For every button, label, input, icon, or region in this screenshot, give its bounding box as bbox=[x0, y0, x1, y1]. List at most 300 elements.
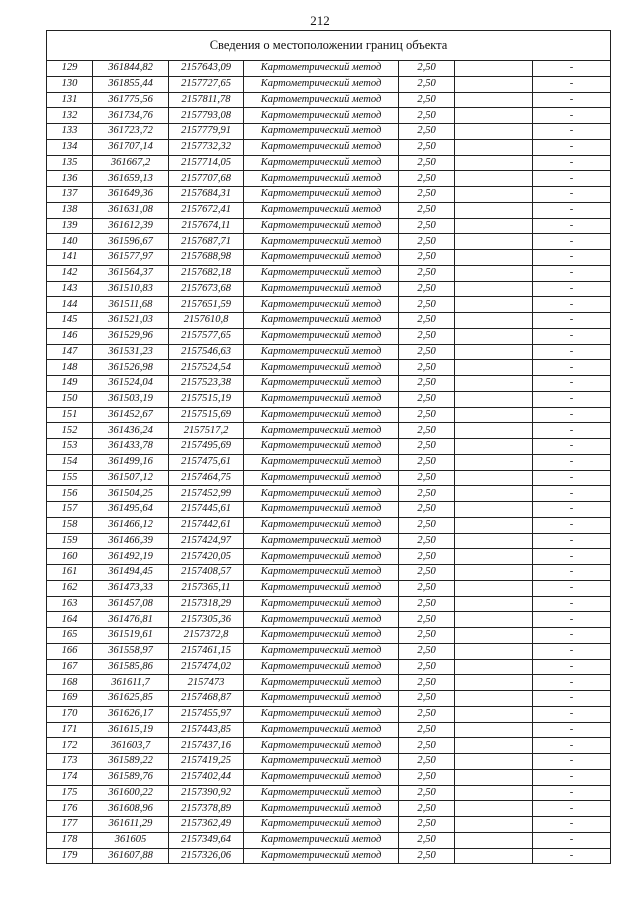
y-coordinate-cell: 2157464,75 bbox=[169, 470, 244, 486]
method-cell: Картометрический метод bbox=[244, 785, 399, 801]
method-cell: Картометрический метод bbox=[244, 628, 399, 644]
method-cell: Картометрический метод bbox=[244, 265, 399, 281]
y-coordinate-cell: 2157577,65 bbox=[169, 328, 244, 344]
table-row bbox=[47, 92, 611, 108]
point-number-cell: 131 bbox=[47, 92, 93, 108]
accuracy-cell: 2,50 bbox=[399, 502, 455, 518]
y-coordinate-cell: 2157326,06 bbox=[169, 848, 244, 864]
point-number-cell: 146 bbox=[47, 328, 93, 344]
y-coordinate-cell: 2157443,85 bbox=[169, 722, 244, 738]
note-cell: - bbox=[533, 281, 611, 297]
point-number-cell: 165 bbox=[47, 628, 93, 644]
x-coordinate-cell: 361564,37 bbox=[93, 265, 169, 281]
table-row bbox=[47, 738, 611, 754]
y-coordinate-cell: 2157420,05 bbox=[169, 549, 244, 565]
y-coordinate-cell: 2157643,09 bbox=[169, 61, 244, 77]
description-cell bbox=[455, 769, 533, 785]
table-row bbox=[47, 76, 611, 92]
method-cell: Картометрический метод bbox=[244, 344, 399, 360]
table-row bbox=[47, 328, 611, 344]
table-row bbox=[47, 297, 611, 313]
accuracy-cell: 2,50 bbox=[399, 596, 455, 612]
y-coordinate-cell: 2157452,99 bbox=[169, 486, 244, 502]
note-cell: - bbox=[533, 738, 611, 754]
note-cell: - bbox=[533, 706, 611, 722]
y-coordinate-cell: 2157651,59 bbox=[169, 297, 244, 313]
x-coordinate-cell: 361492,19 bbox=[93, 549, 169, 565]
x-coordinate-cell: 361494,45 bbox=[93, 565, 169, 581]
method-cell: Картометрический метод bbox=[244, 706, 399, 722]
note-cell: - bbox=[533, 502, 611, 518]
point-number-cell: 168 bbox=[47, 675, 93, 691]
x-coordinate-cell: 361473,33 bbox=[93, 580, 169, 596]
note-cell: - bbox=[533, 454, 611, 470]
note-cell: - bbox=[533, 344, 611, 360]
y-coordinate-cell: 2157475,61 bbox=[169, 454, 244, 470]
table-row bbox=[47, 817, 611, 833]
accuracy-cell: 2,50 bbox=[399, 155, 455, 171]
method-cell: Картометрический метод bbox=[244, 454, 399, 470]
x-coordinate-cell: 361707,14 bbox=[93, 139, 169, 155]
description-cell bbox=[455, 738, 533, 754]
method-cell: Картометрический метод bbox=[244, 76, 399, 92]
table-row bbox=[47, 549, 611, 565]
x-coordinate-cell: 361466,12 bbox=[93, 517, 169, 533]
y-coordinate-cell: 2157714,05 bbox=[169, 155, 244, 171]
note-cell: - bbox=[533, 612, 611, 628]
accuracy-cell: 2,50 bbox=[399, 769, 455, 785]
table-row bbox=[47, 659, 611, 675]
description-cell bbox=[455, 265, 533, 281]
y-coordinate-cell: 2157305,36 bbox=[169, 612, 244, 628]
point-number-cell: 140 bbox=[47, 234, 93, 250]
point-number-cell: 167 bbox=[47, 659, 93, 675]
x-coordinate-cell: 361723,72 bbox=[93, 124, 169, 140]
note-cell: - bbox=[533, 596, 611, 612]
point-number-cell: 141 bbox=[47, 250, 93, 266]
note-cell: - bbox=[533, 139, 611, 155]
description-cell bbox=[455, 533, 533, 549]
x-coordinate-cell: 361589,76 bbox=[93, 769, 169, 785]
description-cell bbox=[455, 187, 533, 203]
table-row bbox=[47, 407, 611, 423]
description-cell bbox=[455, 754, 533, 770]
note-cell: - bbox=[533, 61, 611, 77]
table-row bbox=[47, 502, 611, 518]
y-coordinate-cell: 2157515,69 bbox=[169, 407, 244, 423]
table-row bbox=[47, 769, 611, 785]
table-row bbox=[47, 832, 611, 848]
x-coordinate-cell: 361452,67 bbox=[93, 407, 169, 423]
x-coordinate-cell: 361510,83 bbox=[93, 281, 169, 297]
note-cell: - bbox=[533, 265, 611, 281]
note-cell: - bbox=[533, 234, 611, 250]
description-cell bbox=[455, 439, 533, 455]
accuracy-cell: 2,50 bbox=[399, 124, 455, 140]
accuracy-cell: 2,50 bbox=[399, 360, 455, 376]
point-number-cell: 148 bbox=[47, 360, 93, 376]
table-row bbox=[47, 454, 611, 470]
accuracy-cell: 2,50 bbox=[399, 171, 455, 187]
point-number-cell: 173 bbox=[47, 754, 93, 770]
point-number-cell: 176 bbox=[47, 801, 93, 817]
description-cell bbox=[455, 517, 533, 533]
method-cell: Картометрический метод bbox=[244, 801, 399, 817]
table-row bbox=[47, 470, 611, 486]
y-coordinate-cell: 2157727,65 bbox=[169, 76, 244, 92]
note-cell: - bbox=[533, 848, 611, 864]
accuracy-cell: 2,50 bbox=[399, 470, 455, 486]
accuracy-cell: 2,50 bbox=[399, 108, 455, 124]
x-coordinate-cell: 361526,98 bbox=[93, 360, 169, 376]
accuracy-cell: 2,50 bbox=[399, 376, 455, 392]
accuracy-cell: 2,50 bbox=[399, 754, 455, 770]
y-coordinate-cell: 2157442,61 bbox=[169, 517, 244, 533]
accuracy-cell: 2,50 bbox=[399, 675, 455, 691]
method-cell: Картометрический метод bbox=[244, 391, 399, 407]
table-row bbox=[47, 848, 611, 864]
description-cell bbox=[455, 423, 533, 439]
table-row bbox=[47, 596, 611, 612]
description-cell bbox=[455, 391, 533, 407]
x-coordinate-cell: 361649,36 bbox=[93, 187, 169, 203]
point-number-cell: 154 bbox=[47, 454, 93, 470]
note-cell: - bbox=[533, 92, 611, 108]
note-cell: - bbox=[533, 549, 611, 565]
note-cell: - bbox=[533, 202, 611, 218]
x-coordinate-cell: 361466,39 bbox=[93, 533, 169, 549]
description-cell bbox=[455, 706, 533, 722]
x-coordinate-cell: 361476,81 bbox=[93, 612, 169, 628]
point-number-cell: 153 bbox=[47, 439, 93, 455]
table-row bbox=[47, 565, 611, 581]
x-coordinate-cell: 361626,17 bbox=[93, 706, 169, 722]
accuracy-cell: 2,50 bbox=[399, 139, 455, 155]
x-coordinate-cell: 361589,22 bbox=[93, 754, 169, 770]
y-coordinate-cell: 2157524,54 bbox=[169, 360, 244, 376]
y-coordinate-cell: 2157474,02 bbox=[169, 659, 244, 675]
accuracy-cell: 2,50 bbox=[399, 439, 455, 455]
table-title: Сведения о местоположении границ объекта bbox=[47, 31, 611, 61]
y-coordinate-cell: 2157437,16 bbox=[169, 738, 244, 754]
table-row bbox=[47, 423, 611, 439]
table-row bbox=[47, 486, 611, 502]
description-cell bbox=[455, 407, 533, 423]
point-number-cell: 129 bbox=[47, 61, 93, 77]
note-cell: - bbox=[533, 76, 611, 92]
table-row bbox=[47, 139, 611, 155]
accuracy-cell: 2,50 bbox=[399, 313, 455, 329]
y-coordinate-cell: 2157468,87 bbox=[169, 691, 244, 707]
accuracy-cell: 2,50 bbox=[399, 801, 455, 817]
x-coordinate-cell: 361524,04 bbox=[93, 376, 169, 392]
description-cell bbox=[455, 76, 533, 92]
method-cell: Картометрический метод bbox=[244, 423, 399, 439]
y-coordinate-cell: 2157687,71 bbox=[169, 234, 244, 250]
table-row bbox=[47, 265, 611, 281]
point-number-cell: 169 bbox=[47, 691, 93, 707]
point-number-cell: 158 bbox=[47, 517, 93, 533]
x-coordinate-cell: 361603,7 bbox=[93, 738, 169, 754]
note-cell: - bbox=[533, 533, 611, 549]
note-cell: - bbox=[533, 328, 611, 344]
method-cell: Картометрический метод bbox=[244, 61, 399, 77]
page-number: 212 bbox=[310, 13, 330, 28]
description-cell bbox=[455, 549, 533, 565]
point-number-cell: 157 bbox=[47, 502, 93, 518]
x-coordinate-cell: 361605 bbox=[93, 832, 169, 848]
point-number-cell: 136 bbox=[47, 171, 93, 187]
table-row bbox=[47, 218, 611, 234]
x-coordinate-cell: 361625,85 bbox=[93, 691, 169, 707]
note-cell: - bbox=[533, 250, 611, 266]
method-cell: Картометрический метод bbox=[244, 580, 399, 596]
method-cell: Картометрический метод bbox=[244, 691, 399, 707]
note-cell: - bbox=[533, 628, 611, 644]
y-coordinate-cell: 2157362,49 bbox=[169, 817, 244, 833]
table-row bbox=[47, 202, 611, 218]
method-cell: Картометрический метод bbox=[244, 722, 399, 738]
accuracy-cell: 2,50 bbox=[399, 454, 455, 470]
accuracy-cell: 2,50 bbox=[399, 565, 455, 581]
note-cell: - bbox=[533, 155, 611, 171]
method-cell: Картометрический метод bbox=[244, 407, 399, 423]
table-row bbox=[47, 108, 611, 124]
x-coordinate-cell: 361585,86 bbox=[93, 659, 169, 675]
description-cell bbox=[455, 832, 533, 848]
point-number-cell: 156 bbox=[47, 486, 93, 502]
description-cell bbox=[455, 281, 533, 297]
description-cell bbox=[455, 848, 533, 864]
x-coordinate-cell: 361511,68 bbox=[93, 297, 169, 313]
method-cell: Картометрический метод bbox=[244, 313, 399, 329]
note-cell: - bbox=[533, 407, 611, 423]
accuracy-cell: 2,50 bbox=[399, 549, 455, 565]
description-cell bbox=[455, 801, 533, 817]
note-cell: - bbox=[533, 817, 611, 833]
y-coordinate-cell: 2157707,68 bbox=[169, 171, 244, 187]
accuracy-cell: 2,50 bbox=[399, 265, 455, 281]
method-cell: Картометрический метод bbox=[244, 565, 399, 581]
accuracy-cell: 2,50 bbox=[399, 281, 455, 297]
x-coordinate-cell: 361659,13 bbox=[93, 171, 169, 187]
table-row bbox=[47, 754, 611, 770]
accuracy-cell: 2,50 bbox=[399, 628, 455, 644]
description-cell bbox=[455, 202, 533, 218]
point-number-cell: 159 bbox=[47, 533, 93, 549]
point-number-cell: 145 bbox=[47, 313, 93, 329]
description-cell bbox=[455, 785, 533, 801]
point-number-cell: 160 bbox=[47, 549, 93, 565]
point-number-cell: 143 bbox=[47, 281, 93, 297]
point-number-cell: 150 bbox=[47, 391, 93, 407]
y-coordinate-cell: 2157811,78 bbox=[169, 92, 244, 108]
point-number-cell: 151 bbox=[47, 407, 93, 423]
accuracy-cell: 2,50 bbox=[399, 580, 455, 596]
x-coordinate-cell: 361611,7 bbox=[93, 675, 169, 691]
point-number-cell: 152 bbox=[47, 423, 93, 439]
method-cell: Картометрический метод bbox=[244, 328, 399, 344]
method-cell: Картометрический метод bbox=[244, 612, 399, 628]
method-cell: Картометрический метод bbox=[244, 769, 399, 785]
accuracy-cell: 2,50 bbox=[399, 407, 455, 423]
y-coordinate-cell: 2157372,8 bbox=[169, 628, 244, 644]
point-number-cell: 170 bbox=[47, 706, 93, 722]
table-row bbox=[47, 612, 611, 628]
y-coordinate-cell: 2157682,18 bbox=[169, 265, 244, 281]
accuracy-cell: 2,50 bbox=[399, 92, 455, 108]
y-coordinate-cell: 2157523,38 bbox=[169, 376, 244, 392]
y-coordinate-cell: 2157688,98 bbox=[169, 250, 244, 266]
point-number-cell: 137 bbox=[47, 187, 93, 203]
y-coordinate-cell: 2157402,44 bbox=[169, 769, 244, 785]
y-coordinate-cell: 2157732,32 bbox=[169, 139, 244, 155]
description-cell bbox=[455, 659, 533, 675]
point-number-cell: 134 bbox=[47, 139, 93, 155]
description-cell bbox=[455, 580, 533, 596]
method-cell: Картометрический метод bbox=[244, 108, 399, 124]
y-coordinate-cell: 2157517,2 bbox=[169, 423, 244, 439]
description-cell bbox=[455, 360, 533, 376]
description-cell bbox=[455, 344, 533, 360]
x-coordinate-cell: 361436,24 bbox=[93, 423, 169, 439]
description-cell bbox=[455, 108, 533, 124]
accuracy-cell: 2,50 bbox=[399, 612, 455, 628]
table-body bbox=[47, 31, 611, 864]
boundary-table bbox=[46, 30, 611, 864]
x-coordinate-cell: 361507,12 bbox=[93, 470, 169, 486]
description-cell bbox=[455, 61, 533, 77]
method-cell: Картометрический метод bbox=[244, 187, 399, 203]
note-cell: - bbox=[533, 108, 611, 124]
y-coordinate-cell: 2157779,91 bbox=[169, 124, 244, 140]
method-cell: Картометрический метод bbox=[244, 297, 399, 313]
point-number-cell: 144 bbox=[47, 297, 93, 313]
accuracy-cell: 2,50 bbox=[399, 706, 455, 722]
description-cell bbox=[455, 92, 533, 108]
accuracy-cell: 2,50 bbox=[399, 832, 455, 848]
method-cell: Картометрический метод bbox=[244, 376, 399, 392]
method-cell: Картометрический метод bbox=[244, 533, 399, 549]
y-coordinate-cell: 2157515,19 bbox=[169, 391, 244, 407]
description-cell bbox=[455, 612, 533, 628]
y-coordinate-cell: 2157455,97 bbox=[169, 706, 244, 722]
point-number-cell: 177 bbox=[47, 817, 93, 833]
y-coordinate-cell: 2157349,64 bbox=[169, 832, 244, 848]
description-cell bbox=[455, 565, 533, 581]
point-number-cell: 135 bbox=[47, 155, 93, 171]
description-cell bbox=[455, 297, 533, 313]
description-cell bbox=[455, 470, 533, 486]
note-cell: - bbox=[533, 423, 611, 439]
method-cell: Картометрический метод bbox=[244, 659, 399, 675]
note-cell: - bbox=[533, 801, 611, 817]
description-cell bbox=[455, 218, 533, 234]
note-cell: - bbox=[533, 517, 611, 533]
description-cell bbox=[455, 675, 533, 691]
accuracy-cell: 2,50 bbox=[399, 202, 455, 218]
method-cell: Картометрический метод bbox=[244, 171, 399, 187]
x-coordinate-cell: 361600,22 bbox=[93, 785, 169, 801]
table-row bbox=[47, 344, 611, 360]
note-cell: - bbox=[533, 218, 611, 234]
x-coordinate-cell: 361734,76 bbox=[93, 108, 169, 124]
description-cell bbox=[455, 817, 533, 833]
point-number-cell: 178 bbox=[47, 832, 93, 848]
table-row bbox=[47, 124, 611, 140]
method-cell: Картометрический метод bbox=[244, 139, 399, 155]
table-row bbox=[47, 281, 611, 297]
accuracy-cell: 2,50 bbox=[399, 328, 455, 344]
table-row bbox=[47, 801, 611, 817]
table-row bbox=[47, 171, 611, 187]
table-row bbox=[47, 628, 611, 644]
accuracy-cell: 2,50 bbox=[399, 234, 455, 250]
description-cell bbox=[455, 486, 533, 502]
point-number-cell: 174 bbox=[47, 769, 93, 785]
note-cell: - bbox=[533, 769, 611, 785]
table-row bbox=[47, 155, 611, 171]
description-cell bbox=[455, 155, 533, 171]
description-cell bbox=[455, 171, 533, 187]
table-row bbox=[47, 360, 611, 376]
accuracy-cell: 2,50 bbox=[399, 738, 455, 754]
note-cell: - bbox=[533, 439, 611, 455]
description-cell bbox=[455, 628, 533, 644]
x-coordinate-cell: 361611,29 bbox=[93, 817, 169, 833]
description-cell bbox=[455, 250, 533, 266]
method-cell: Картометрический метод bbox=[244, 92, 399, 108]
y-coordinate-cell: 2157674,11 bbox=[169, 218, 244, 234]
point-number-cell: 142 bbox=[47, 265, 93, 281]
point-number-cell: 147 bbox=[47, 344, 93, 360]
description-cell bbox=[455, 234, 533, 250]
method-cell: Картометрический метод bbox=[244, 360, 399, 376]
table-header-row bbox=[47, 31, 611, 61]
note-cell: - bbox=[533, 785, 611, 801]
note-cell: - bbox=[533, 832, 611, 848]
note-cell: - bbox=[533, 124, 611, 140]
table-row bbox=[47, 187, 611, 203]
y-coordinate-cell: 2157672,41 bbox=[169, 202, 244, 218]
x-coordinate-cell: 361504,25 bbox=[93, 486, 169, 502]
accuracy-cell: 2,50 bbox=[399, 486, 455, 502]
table-row bbox=[47, 533, 611, 549]
table-row bbox=[47, 313, 611, 329]
description-cell bbox=[455, 454, 533, 470]
accuracy-cell: 2,50 bbox=[399, 187, 455, 203]
description-cell bbox=[455, 376, 533, 392]
y-coordinate-cell: 2157318,29 bbox=[169, 596, 244, 612]
table-row bbox=[47, 439, 611, 455]
x-coordinate-cell: 361855,44 bbox=[93, 76, 169, 92]
table-row bbox=[47, 706, 611, 722]
accuracy-cell: 2,50 bbox=[399, 659, 455, 675]
description-cell bbox=[455, 643, 533, 659]
table-row bbox=[47, 643, 611, 659]
accuracy-cell: 2,50 bbox=[399, 344, 455, 360]
note-cell: - bbox=[533, 360, 611, 376]
method-cell: Картометрический метод bbox=[244, 517, 399, 533]
point-number-cell: 164 bbox=[47, 612, 93, 628]
method-cell: Картометрический метод bbox=[244, 486, 399, 502]
method-cell: Картометрический метод bbox=[244, 832, 399, 848]
x-coordinate-cell: 361631,08 bbox=[93, 202, 169, 218]
note-cell: - bbox=[533, 675, 611, 691]
x-coordinate-cell: 361844,82 bbox=[93, 61, 169, 77]
accuracy-cell: 2,50 bbox=[399, 817, 455, 833]
table-row bbox=[47, 675, 611, 691]
